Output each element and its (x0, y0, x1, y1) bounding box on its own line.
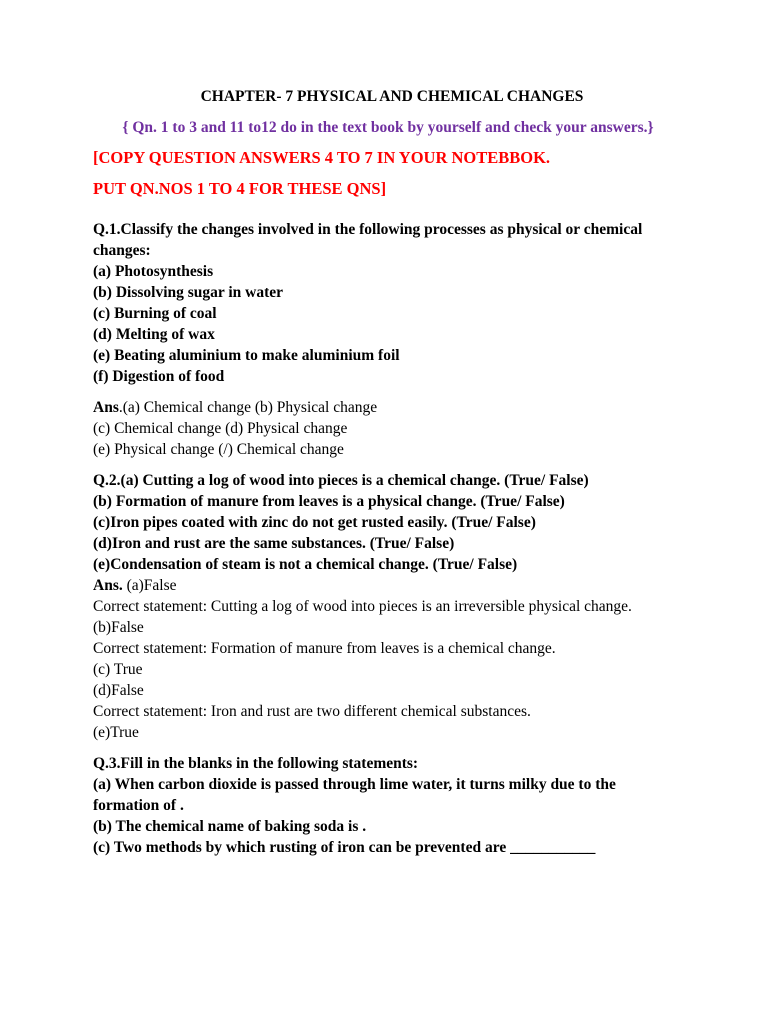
answer-2-correct-b: Correct statement: Formation of manure from leaves is a chemical change. (93, 640, 556, 657)
question-2-item-b: (b) Formation of manure from leaves is a physical change. (True/ False) (93, 493, 565, 510)
answer-2-d: (d)False (93, 682, 144, 699)
question-2-item-c: (c)Iron pipes coated with zinc do not get rusted easily. (True/ False) (93, 514, 536, 531)
question-1-item-e: (e) Beating aluminium to make aluminium foil (93, 347, 400, 364)
answer-2-c: (c) True (93, 661, 143, 678)
textbook-note: { Qn. 1 to 3 and 11 to12 do in the text book by yourself and check your answers.} (122, 119, 654, 136)
question-2-item-d: (d)Iron and rust are the same substances. (True/ False) (93, 535, 455, 552)
question-1-item-b: (b) Dissolving sugar in water (93, 284, 284, 301)
answer-2-first: (a)False (122, 577, 177, 594)
question-2-item-e: (e)Condensation of steam is not a chemical change. (True/ False) (93, 556, 518, 573)
answer-1-line-3: (e) Physical change (/) Chemical change (93, 441, 344, 458)
question-1 (93, 219, 683, 387)
answer-2-correct-d: Correct statement: Iron and rust are two different chemical substances. (93, 703, 531, 720)
question-3-text: Q.3.Fill in the blanks in the following statements: (93, 755, 419, 772)
question-3-item-c: (c) Two methods by which rusting of iron can be prevented are ___________ (93, 839, 596, 856)
question-1-item-c: (c) Burning of coal (93, 305, 217, 322)
question-1-item-a: (a) Photosynthesis (93, 263, 214, 280)
question-1-item-d: (d) Melting of wax (93, 326, 215, 343)
answer-2 (93, 575, 683, 743)
answer-1-text-1: .(a) Chemical change (b) Physical change (118, 399, 378, 416)
answer-2-b: (b)False (93, 619, 144, 636)
question-2-item-a: Q.2.(a) Cutting a log of wood into pieces is a chemical change. (True/ False) (93, 472, 589, 489)
question-3-item-b: (b) The chemical name of baking soda is . (93, 818, 367, 835)
answer-2-e: (e)True (93, 724, 139, 741)
copy-instruction: [COPY QUESTION ANSWERS 4 TO 7 IN YOUR NOTEBBOK. (93, 148, 551, 167)
document-page (93, 86, 683, 858)
answer-1 (93, 397, 683, 460)
answer-2-correct-a: Correct statement: Cutting a log of wood into pieces is an irreversible physical change. (93, 598, 632, 615)
answer-1-label: Ans (93, 399, 119, 416)
answer-1-line-2: (c) Chemical change (d) Physical change (93, 420, 348, 437)
question-1-text: Q.1.Classify the changes involved in the following processes as physical or chemical changes: (93, 221, 643, 259)
answer-2-label: Ans. (93, 577, 123, 594)
answer-1-line-1 (93, 397, 683, 418)
answer-2-line-1 (93, 575, 683, 596)
question-3 (93, 753, 683, 858)
number-instruction: PUT QN.NOS 1 TO 4 FOR THESE QNS] (93, 179, 387, 198)
chapter-title: CHAPTER- 7 PHYSICAL AND CHEMICAL CHANGES (200, 88, 584, 105)
question-2 (93, 470, 683, 575)
question-3-item-a: (a) When carbon dioxide is passed through lime water, it turns milky due to the formation of . (93, 776, 616, 814)
question-1-item-f: (f) Digestion of food (93, 368, 225, 385)
